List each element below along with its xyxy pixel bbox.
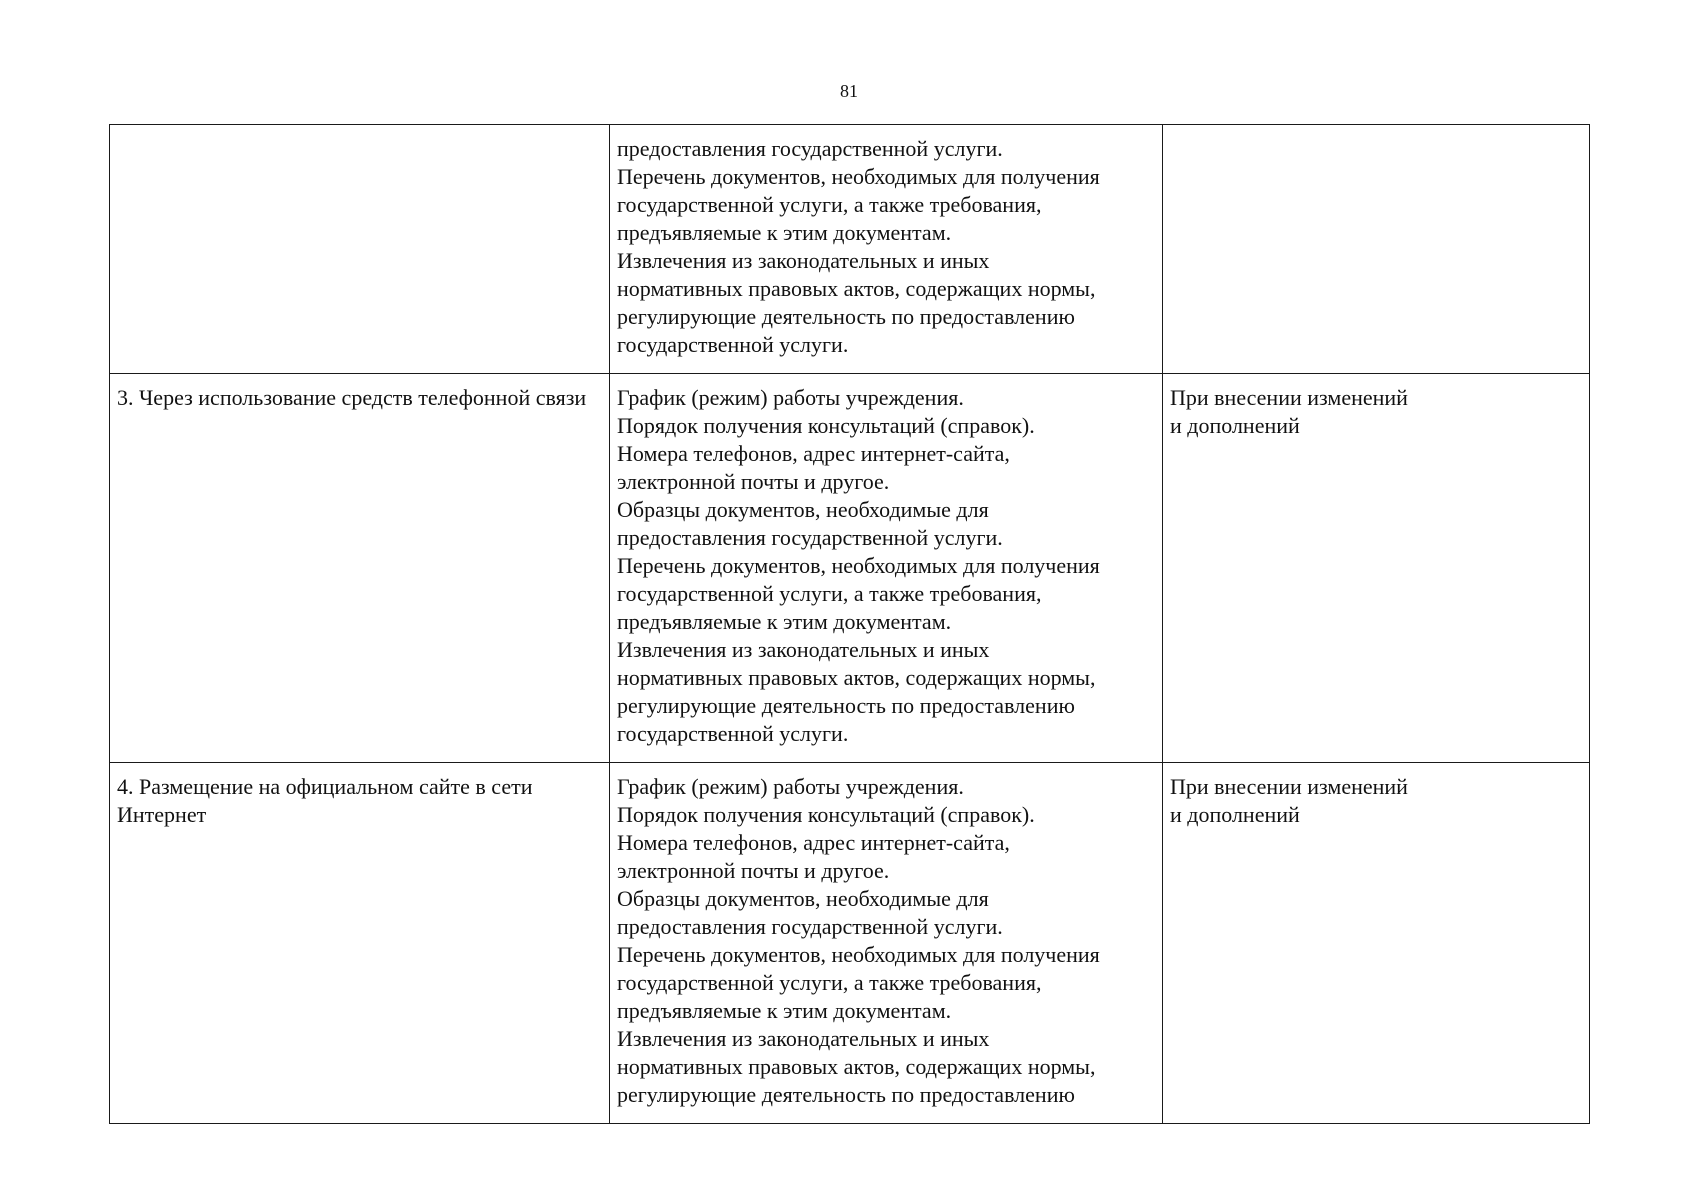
content-line: государственной услуги, а также требования, xyxy=(617,970,1042,995)
content-cell xyxy=(610,125,1163,374)
channel-cell xyxy=(110,763,610,1124)
content-line: нормативных правовых актов, содержащих нормы, xyxy=(617,276,1096,301)
content-line: предъявляемые к этим документам. xyxy=(617,998,952,1023)
content-line: регулирующие деятельность по предоставлению xyxy=(617,693,1075,718)
content-line: регулирующие деятельность по предоставлению xyxy=(617,1082,1075,1107)
content-line: предоставления государственной услуги. xyxy=(617,914,1003,939)
content-line: Номера телефонов, адрес интернет-сайта, xyxy=(617,830,1010,855)
content-line: регулирующие деятельность по предоставлению xyxy=(617,304,1075,329)
content-line: предъявляемые к этим документам. xyxy=(617,220,952,245)
period-line: При внесении изменений xyxy=(1170,774,1408,799)
content-line: Порядок получения консультаций (справок). xyxy=(617,413,1035,438)
content-line: Перечень документов, необходимых для получения xyxy=(617,942,1100,967)
channel-cell xyxy=(110,374,610,763)
period-cell xyxy=(1163,125,1590,374)
information-table xyxy=(109,124,1590,1124)
content-line: Извлечения из законодательных и иных xyxy=(617,637,990,662)
content-line: График (режим) работы учреждения. xyxy=(617,385,964,410)
content-line: Образцы документов, необходимые для xyxy=(617,886,989,911)
content-line: График (режим) работы учреждения. xyxy=(617,774,964,799)
channel-text: 4. Размещение на официальном сайте в сети Интернет xyxy=(117,774,533,827)
period-line: и дополнений xyxy=(1170,802,1300,827)
content-line: Образцы документов, необходимые для xyxy=(617,497,989,522)
content-line: государственной услуги. xyxy=(617,721,849,746)
channel-cell xyxy=(110,125,610,374)
table-row xyxy=(110,374,1590,763)
period-cell xyxy=(1163,374,1590,763)
content-line: государственной услуги, а также требования, xyxy=(617,192,1042,217)
content-line: государственной услуги. xyxy=(617,332,849,357)
channel-text: 3. Через использование средств телефонной связи xyxy=(117,385,587,410)
content-line: предоставления государственной услуги. xyxy=(617,525,1003,550)
content-line: нормативных правовых актов, содержащих нормы, xyxy=(617,1054,1096,1079)
table-row xyxy=(110,125,1590,374)
period-line: При внесении изменений xyxy=(1170,385,1408,410)
content-line: нормативных правовых актов, содержащих нормы, xyxy=(617,665,1096,690)
content-line: Перечень документов, необходимых для получения xyxy=(617,164,1100,189)
content-line: электронной почты и другое. xyxy=(617,469,890,494)
content-cell xyxy=(610,763,1163,1124)
content-line: Извлечения из законодательных и иных xyxy=(617,1026,990,1051)
content-line: предъявляемые к этим документам. xyxy=(617,609,952,634)
content-line: Номера телефонов, адрес интернет-сайта, xyxy=(617,441,1010,466)
content-line: Порядок получения консультаций (справок). xyxy=(617,802,1035,827)
content-line: Извлечения из законодательных и иных xyxy=(617,248,990,273)
page-number: 81 xyxy=(840,81,858,101)
content-line: электронной почты и другое. xyxy=(617,858,890,883)
period-line: и дополнений xyxy=(1170,413,1300,438)
content-cell xyxy=(610,374,1163,763)
table-row xyxy=(110,763,1590,1124)
content-line: предоставления государственной услуги. xyxy=(617,136,1003,161)
content-line: государственной услуги, а также требования, xyxy=(617,581,1042,606)
period-cell xyxy=(1163,763,1590,1124)
content-line: Перечень документов, необходимых для получения xyxy=(617,553,1100,578)
